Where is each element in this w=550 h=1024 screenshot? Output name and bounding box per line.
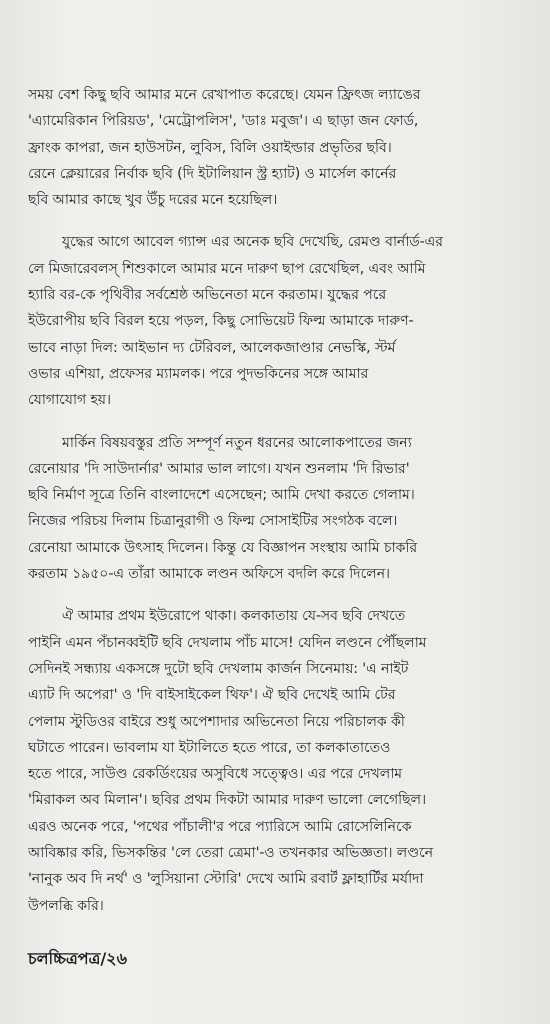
text-line: রেনোয়া আমাকে উৎসাহ দিলেন। কিন্তু যে বিজ্ঞাপন সংস্থায় আমি চাকরি xyxy=(28,539,418,556)
text-line: পাইনি এমন পঁচানব্বইটি ছবি দেখলাম পাঁচ মাসে! যেদিন লণ্ডনে পৌঁছলাম xyxy=(28,634,427,651)
text-line: ভাবে নাড়া দিল: আইভান দ্য টেরিবল, আলেকজাণ্ডার নেভস্কি, স্টর্ম xyxy=(28,339,396,356)
text-line: ইউরোপীয় ছবি বিরল হয়ে পড়ল, কিছু সোভিয়েট ফিল্ম আমাকে দারুণ- xyxy=(28,313,414,330)
text-line: সময় বেশ কিছু ছবি আমার মনে রেখাপাত করেছে। যেমন ফ্রিৎজ ল্যাঙের xyxy=(28,87,421,103)
text-line: 'মিরাকল অব মিলান'। ছবির প্রথম দিকটা আমার দারুণ ভালো লেগেছিল। xyxy=(28,792,427,809)
text-line: মার্কিন বিষয়বস্তুর প্রতি সম্পূর্ণ নতুন ধরনের আলোকপাতের জন্য xyxy=(62,434,412,451)
text-line: রেনোয়ার 'দি সাউদার্নার' আমার ভাল লাগে। যখন শুনলাম 'দি রিভার' xyxy=(28,460,410,477)
text-line: সেদিনই সন্ধ্যায় একসঙ্গে দুটো ছবি দেখলাম কার্জন সিনেমায়: 'এ নাইট xyxy=(28,660,409,677)
text-line: যুদ্ধের আগে আবেল গ্যান্স এর অনেক ছবি দেখেছি, রেমণ্ড বার্নার্ড-এর xyxy=(62,234,443,251)
text-line: 'এ্যামেরিকান পিরিয়ড', 'মেট্রোপলিস', 'ডাঃ মবুজ'। এ ছাড়া জন ফোর্ড, xyxy=(28,113,419,130)
text-line: ছবি নির্মাণ সূত্রে তিনি বাংলাদেশে এসেছেন; আমি দেখা করতে গেলাম। xyxy=(28,487,415,504)
text-line: ঐ আমার প্রথম ইউরোপে থাকা। কলকাতায় যে-সব ছবি দেখতে xyxy=(62,608,406,625)
text-line: পেলাম স্টুডিওর বাইরে শুধু অপেশাদার অভিনেতা নিয়ে পরিচালক কী xyxy=(28,713,405,730)
text-line: নিজের পরিচয় দিলাম চিত্রানুরাগী ও ফিল্ম সোসাইটির সংগঠক বলে। xyxy=(28,513,398,530)
text-line: এরও অনেক পরে, 'পথের পাঁচালী'র পরে প্যারিসে আমি রোসেলিনিকে xyxy=(28,818,412,835)
text-line: উপলব্ধি করি। xyxy=(28,897,104,914)
text-line: আবিষ্কার করি, ভিসকন্তির 'লে তেরা ত্রেমা'-ও তখনকার অভিজ্ঞতা। লণ্ডনে xyxy=(28,845,434,862)
paragraph xyxy=(28,82,528,213)
text-line: যোগাযোগ হয়। xyxy=(28,392,111,409)
text-line: ছবি আমার কাছে খুব উঁচু দরের মনে হয়েছিল। xyxy=(28,192,278,209)
text-line: করতাম ১৯৫০-এ তাঁরা আমাকে লণ্ডন অফিসে বদলি করে দিলেন। xyxy=(28,566,390,583)
paragraph xyxy=(28,229,528,413)
text-line: ফ্রাংক কাপরা, জন হাউসটন, লুবিস, বিলি ওয়াইল্ডার প্রভৃতির ছবি। xyxy=(28,139,392,156)
text-line: হ্যারি বর-কে পৃথিবীর সর্বশ্রেষ্ঠ অভিনেতা মনে করতাম। যুদ্ধের পরে xyxy=(28,287,387,304)
text-line: 'নানুক অব দি নর্থ' ও 'লুসিয়ানা স্টোরি' দেখে আমি রবার্ট ফ্লাহার্টির মর্যাদা xyxy=(28,871,424,888)
text-line: লে মিজারেবলস্ শিশুকালে আমার মনে দারুণ ছাপ রেখেছিল, এবং আমি xyxy=(28,260,426,277)
paragraph xyxy=(28,430,528,588)
page-footer: চলচ্চিত্রপত্র/২৬ xyxy=(28,949,127,968)
text-line: ওভার এশিয়া, প্রফেসর ম্যামলক। পরে পুদভকিনের সঙ্গে আমার xyxy=(28,365,369,382)
paragraph xyxy=(28,603,528,919)
text-line: ঘটাতে পারেন। ভাবলাম যা ইটালিতে হতে পারে, তা কলকাতাতেও xyxy=(28,739,391,756)
text-line: রেনে ক্লেয়ারের নির্বাক ছবি (দি ইটালিয়ান স্ট্র হ্যাট) ও মার্সেল কার্নের xyxy=(28,165,397,182)
text-line: হতে পারে, সাউণ্ড রেকর্ডিংয়ের অসুবিধে সত্ত্বেও। এর পরে দেখলাম xyxy=(28,766,403,783)
text-line: এ্যাট দি অপেরা' ও 'দি বাইসাইকেল থিফ'। ঐ ছবি দেখেই আমি টের xyxy=(28,687,396,704)
text-body xyxy=(28,82,528,919)
